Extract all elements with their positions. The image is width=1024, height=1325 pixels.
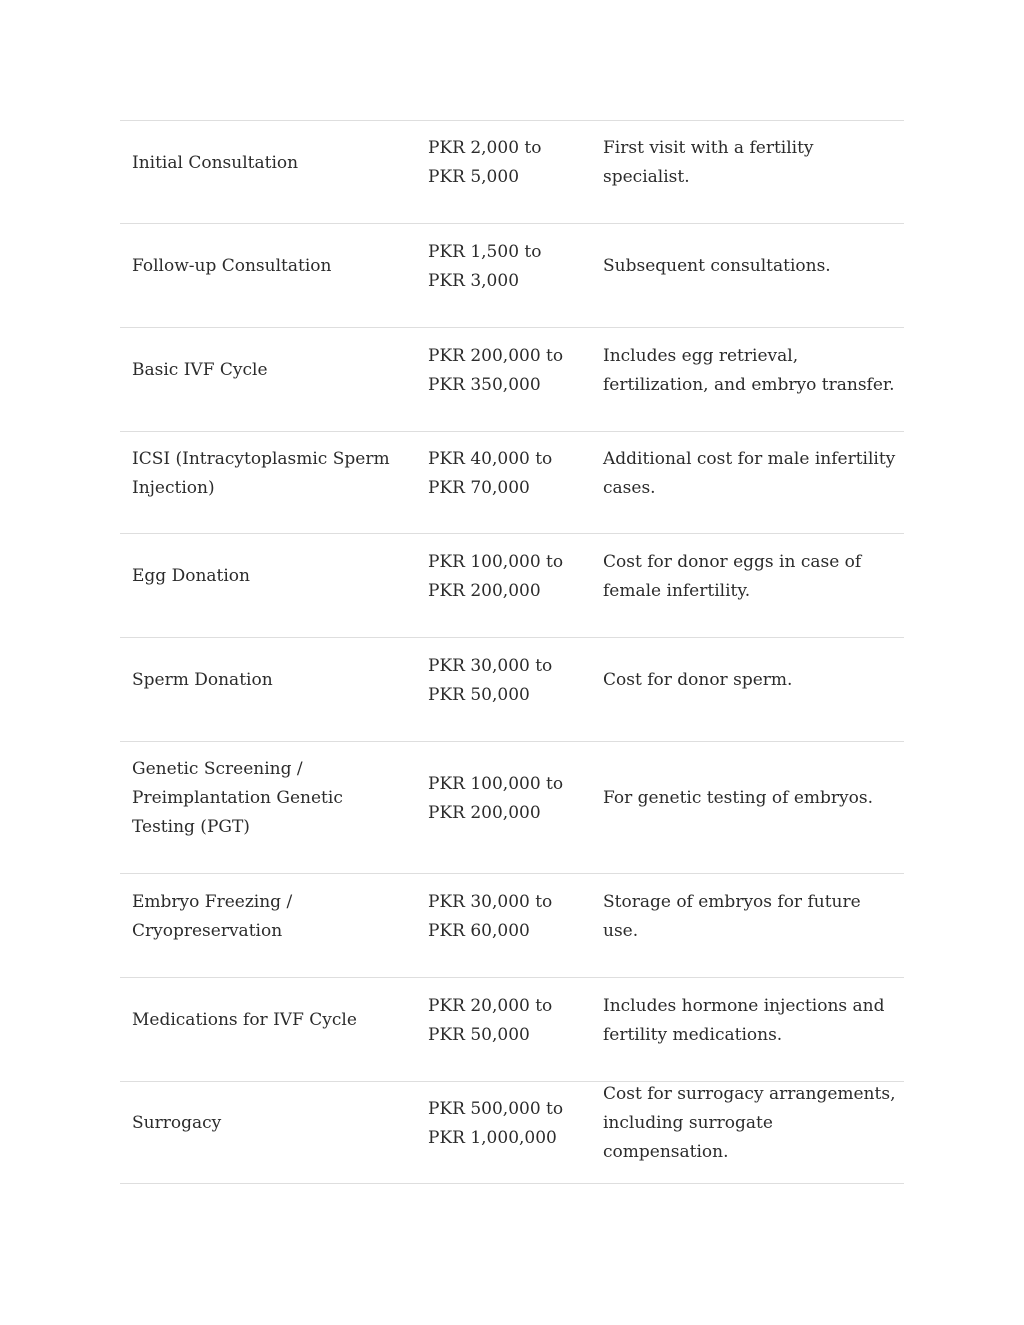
cost-cell: PKR 2,000 to PKR 5,000 [428,138,542,187]
table-row [120,874,904,978]
description-cell: Cost for donor eggs in case of female infertility. [603,551,862,601]
cost-cell: PKR 200,000 to PKR 350,000 [428,345,564,395]
description-cell: Storage of embryos for future use. [603,891,861,941]
cost-cell: PKR 40,000 to PKR 70,000 [428,448,553,498]
table-row [120,328,904,432]
table-row [120,121,904,224]
table-row [120,742,904,874]
service-cell: Basic IVF Cycle [132,360,268,380]
service-cell: Genetic Screening / Preimplantation Genetic Testing (PGT) [132,759,343,837]
service-cell: Egg Donation [132,566,250,586]
service-cell: Initial Consultation [132,152,299,173]
description-cell: Cost for donor sperm. [603,670,793,690]
service-cell: Surrogacy [132,1113,222,1133]
description-cell: For genetic testing of embryos. [603,788,873,808]
description-cell: Additional cost for male infertility cases. [603,448,896,498]
service-cell: Medications for IVF Cycle [132,1010,357,1030]
ivf-cost-table [120,120,904,1184]
table-row [120,1082,904,1184]
service-cell: Embryo Freezing / Cryopreservation [132,891,293,941]
cost-cell: PKR 30,000 to PKR 50,000 [428,655,553,705]
cost-cell: PKR 100,000 to PKR 200,000 [428,773,564,823]
cost-cell: PKR 1,500 to PKR 3,000 [428,241,542,291]
description-cell: First visit with a fertility specialist. [603,138,814,187]
table-row [120,978,904,1082]
service-cell: Sperm Donation [132,670,273,690]
table-row [120,224,904,328]
cost-cell: PKR 30,000 to PKR 60,000 [428,891,553,941]
description-cell: Includes hormone injections and fertility medications. [603,995,885,1045]
cost-cell: PKR 100,000 to PKR 200,000 [428,551,564,601]
table-row [120,534,904,638]
description-cell: Subsequent consultations. [603,256,831,276]
description-cell: Includes egg retrieval, fertilization, and embryo transfer. [603,345,895,395]
cost-cell: PKR 500,000 to PKR 1,000,000 [428,1098,564,1148]
description-cell: Cost for surrogacy arrangements, including surrogate compensation. [603,1084,896,1162]
table-row [120,638,904,742]
table-row [120,432,904,534]
service-cell: Follow-up Consultation [132,256,332,276]
service-cell: ICSI (Intracytoplasmic Sperm Injection) [132,448,390,498]
cost-cell: PKR 20,000 to PKR 50,000 [428,995,553,1045]
